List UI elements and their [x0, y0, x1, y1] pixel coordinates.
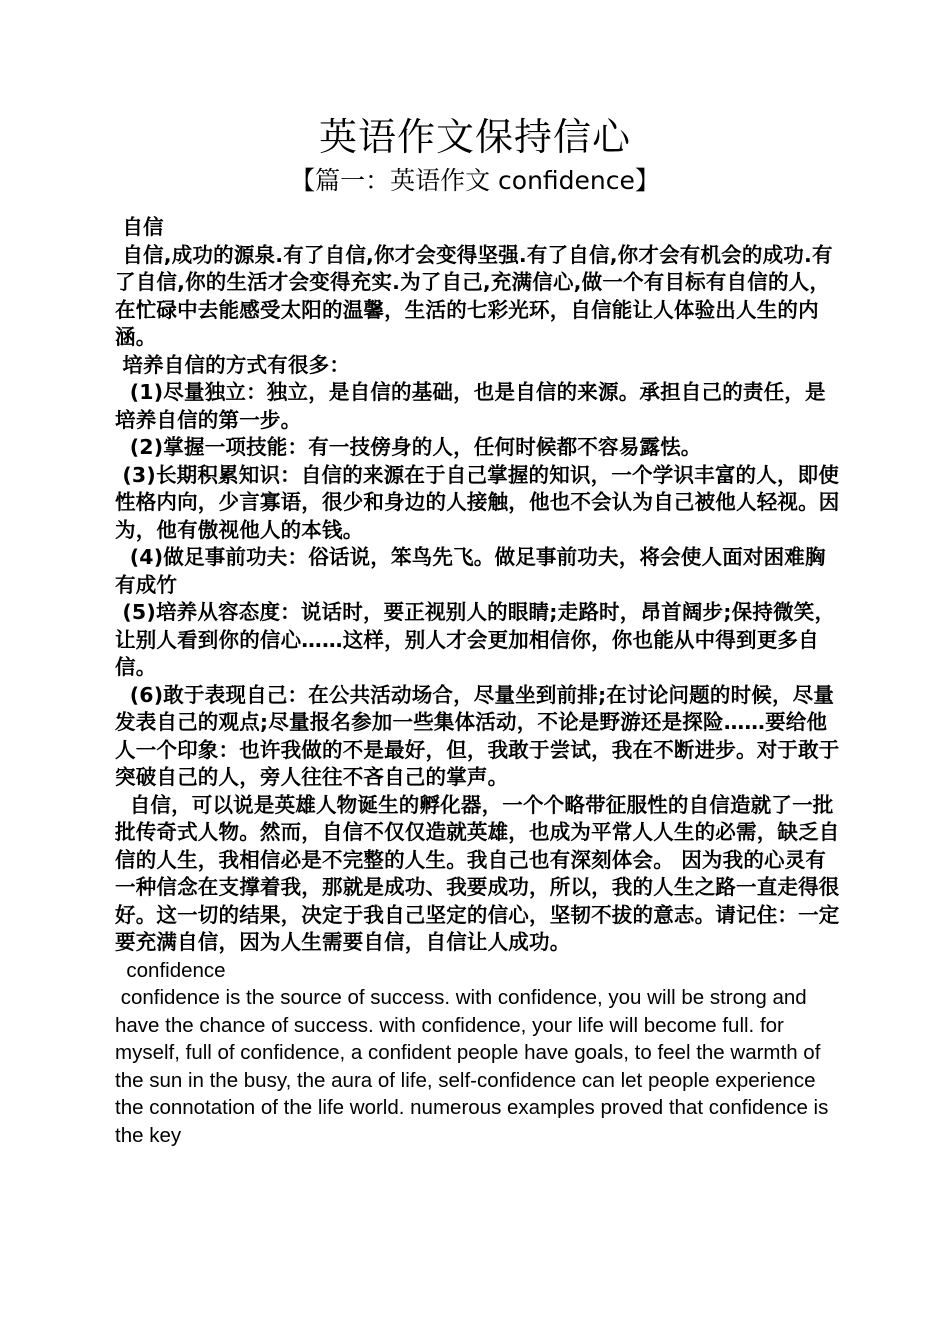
paragraph-way-4: (4)做足事前功夫：俗话说，笨鸟先飞。做足事前功夫，将会使人面对困难胸有成竹	[115, 545, 826, 597]
document-title: 英语作文保持信心	[318, 115, 631, 159]
paragraph-way-3: (3)长期积累知识：自信的来源在于自己掌握的知识，一个学识丰富的人，即使性格内向，少言寡语，很少和身边的人接触，他也不会认为自己被他人轻视。因为，他有傲视他人的本钱。	[115, 462, 840, 542]
paragraph-intro: 自信,成功的源泉.有了自信,你才会变得坚强.有了自信,你才会有机会的成功.有了自信,你的生活才会变得充实.为了自己,充满信心,做一个有目标有自信的人，在忙碌中去能感受太阳的温馨，生活的七彩光环，自信能让人体验出人生的内涵。	[115, 242, 833, 349]
paragraph-english-body: confidence is the source of success. with confidence, you will be strong and have the chance of success. with confidence, your life will become full. for myself, full of confidence, a confident people have goals, to feel the warmth of the sun in the busy, the aura of life, self-confidence can let people experience the connotation of the life world. numerous examples proved that confidence is the key	[115, 986, 835, 1148]
paragraph-ways-heading: 培养自信的方式有很多：	[115, 352, 351, 377]
document-body	[115, 214, 840, 1150]
paragraph-english-heading: confidence	[115, 958, 226, 982]
paragraph-way-5: (5)培养从容态度：说话时，要正视别人的眼睛;走路时，昂首阔步;保持微笑，让别人看到你的信心……这样，别人才会更加相信你，你也能从中得到更多自信。	[115, 600, 836, 679]
paragraph-way-6: (6)敢于表现自己：在公共活动场合，尽量坐到前排;在讨论问题的时候，尽量发表自己的观点;尽量报名参加一些集体活动，不论是野游还是探险……要给他人一个印象：也许我做的不是最好，但，我敢于尝试，我在不断进步。对于敢于突破自己的人，旁人往往不吝自己的掌声。	[115, 682, 840, 789]
paragraph-conclusion: 自信，可以说是英雄人物诞生的孵化器，一个个略带征服性的自信造就了一批批传奇式人物。然而，自信不仅仅造就英雄，也成为平常人人生的必需，缺乏自信的人生，我相信必是不完整的人生。我自己也有深刻体会。 因为我的心灵有一种信念在支撑着我，那就是成功、我要成功，所以，我的人生之路一直走得很好。这一切的结果，决定于我自己坚定的信心，坚韧不拔的意志。请记住：一定要充满自信，因为人生需要自信，自信让人成功。	[115, 792, 840, 954]
paragraph-way-1: (1)尽量独立：独立，是自信的基础，也是自信的来源。承担自己的责任，是培养自信的第一步。	[115, 380, 826, 432]
document-subtitle: 【篇一：英语作文 confidence】	[290, 166, 660, 195]
paragraph-way-2: (2)掌握一项技能：有一技傍身的人，任何时候都不容易露怯。	[115, 435, 702, 459]
paragraph-heading-zixin: 自信	[115, 215, 164, 239]
